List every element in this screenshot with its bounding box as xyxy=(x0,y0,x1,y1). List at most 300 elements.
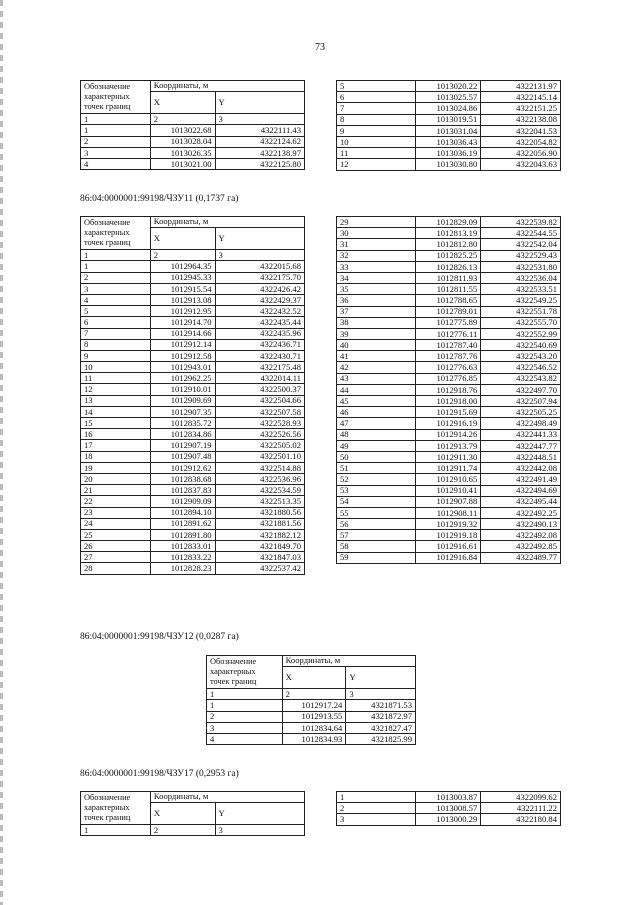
y-coordinate: 4322501.10 xyxy=(215,451,304,462)
table-row xyxy=(81,294,305,305)
designation-header-line: характерных xyxy=(210,667,256,676)
table-row xyxy=(337,148,561,159)
column-number: 1 xyxy=(81,114,151,125)
y-coordinate: 4322492.08 xyxy=(481,530,561,541)
point-number: 55 xyxy=(337,507,416,518)
x-coordinate: 1013022.68 xyxy=(150,125,215,136)
point-number: 35 xyxy=(337,284,416,295)
y-coordinate: 4322447.77 xyxy=(481,440,561,451)
x-coordinate: 1012945.33 xyxy=(150,272,215,283)
point-number: 3 xyxy=(207,722,283,733)
point-number: 6 xyxy=(337,92,416,103)
point-number: 2 xyxy=(81,272,151,283)
point-number: 13 xyxy=(81,395,151,406)
x-coordinate: 1012914.26 xyxy=(416,429,481,440)
y-coordinate: 4322549.25 xyxy=(481,295,561,306)
y-coordinate: 4322507.94 xyxy=(481,396,561,407)
x-coordinate: 1012825.25 xyxy=(416,250,481,261)
x-coordinate: 1012775.89 xyxy=(416,317,481,328)
y-coordinate: 4322099.62 xyxy=(481,792,561,803)
y-coordinate: 4322544.55 xyxy=(481,228,561,239)
column-number: 1 xyxy=(81,825,151,836)
column-number: 2 xyxy=(150,250,215,261)
designation-header-line: характерных xyxy=(84,228,130,237)
y-coordinate: 4322145.14 xyxy=(481,92,561,103)
table-row xyxy=(337,306,561,317)
y-coordinate: 4322138.08 xyxy=(481,114,561,125)
x-coordinate: 1012894.10 xyxy=(150,507,215,518)
point-number: 53 xyxy=(337,485,416,496)
point-number: 56 xyxy=(337,519,416,530)
y-coordinate: 4321881.56 xyxy=(215,518,304,529)
x-coordinate: 1012910.65 xyxy=(416,474,481,485)
x-coordinate: 1012918.76 xyxy=(416,384,481,395)
x-coordinate: 1012918.00 xyxy=(416,396,481,407)
coordinates-table xyxy=(206,655,416,745)
table-row xyxy=(337,418,561,429)
y-coordinate: 4322426.42 xyxy=(215,283,304,294)
table-row xyxy=(81,158,305,169)
x-coordinate: 1012913.55 xyxy=(282,711,346,722)
coordinates-header: Координаты, м xyxy=(150,81,304,92)
point-number: 1 xyxy=(81,261,151,272)
table-row xyxy=(81,451,305,462)
y-coordinate: 4322180.84 xyxy=(481,814,561,825)
table-row xyxy=(81,384,305,395)
point-number: 43 xyxy=(337,373,416,384)
point-number: 5 xyxy=(81,306,151,317)
table-row xyxy=(207,733,416,744)
table-row xyxy=(81,406,305,417)
y-coordinate: 4322175.70 xyxy=(215,272,304,283)
y-header: Y xyxy=(215,228,304,250)
x-coordinate: 1012835.72 xyxy=(150,418,215,429)
y-coordinate: 4322015.68 xyxy=(215,261,304,272)
x-coordinate: 1012891.62 xyxy=(150,518,215,529)
scan-edge xyxy=(0,0,3,905)
table-row xyxy=(337,284,561,295)
table-row xyxy=(337,328,561,339)
point-number: 42 xyxy=(337,362,416,373)
y-coordinate: 4322536.96 xyxy=(215,473,304,484)
x-coordinate: 1012912.58 xyxy=(150,350,215,361)
x-coordinate: 1013021.00 xyxy=(150,158,215,169)
table-row xyxy=(81,306,305,317)
table-row xyxy=(81,440,305,451)
designation-header-line: Обозначение xyxy=(84,793,131,802)
y-coordinate: 4322514.88 xyxy=(215,462,304,473)
column-number: 1 xyxy=(207,689,283,700)
table-row xyxy=(81,418,305,429)
table-row xyxy=(337,272,561,283)
x-coordinate: 1012909.09 xyxy=(150,496,215,507)
y-coordinate: 4322490.13 xyxy=(481,519,561,530)
x-coordinate: 1012917.24 xyxy=(282,700,346,711)
x-coordinate: 1012787.76 xyxy=(416,351,481,362)
y-coordinate: 4322498.49 xyxy=(481,418,561,429)
point-number: 11 xyxy=(81,373,151,384)
y-coordinate: 4322526.56 xyxy=(215,429,304,440)
x-coordinate: 1012811.55 xyxy=(416,284,481,295)
point-number: 54 xyxy=(337,496,416,507)
designation-header-line: точек границ xyxy=(84,238,131,247)
coordinates-table xyxy=(80,216,305,575)
table-row xyxy=(337,440,561,451)
y-coordinate: 4322432.52 xyxy=(215,306,304,317)
table-row xyxy=(337,351,561,362)
y-coordinate: 4322505.25 xyxy=(481,407,561,418)
x-coordinate: 1012916.61 xyxy=(416,541,481,552)
y-coordinate: 4322536.04 xyxy=(481,272,561,283)
column-number-row xyxy=(81,114,305,125)
x-coordinate: 1012907.19 xyxy=(150,440,215,451)
table-row xyxy=(337,217,561,228)
designation-header-line: точек границ xyxy=(84,102,131,111)
point-number: 15 xyxy=(81,418,151,429)
point-number: 46 xyxy=(337,407,416,418)
point-number: 50 xyxy=(337,451,416,462)
y-coordinate: 4322056.90 xyxy=(481,148,561,159)
x-coordinate: 1012788.65 xyxy=(416,295,481,306)
x-coordinate: 1012916.84 xyxy=(416,552,481,563)
point-number: 4 xyxy=(207,733,283,744)
x-coordinate: 1012915.54 xyxy=(150,283,215,294)
y-coordinate: 4322448.51 xyxy=(481,451,561,462)
y-coordinate: 4322492.25 xyxy=(481,507,561,518)
table-row xyxy=(337,250,561,261)
table-row xyxy=(81,552,305,563)
y-coordinate: 4322534.59 xyxy=(215,485,304,496)
point-number: 39 xyxy=(337,328,416,339)
y-coordinate: 4322528.93 xyxy=(215,418,304,429)
point-number: 23 xyxy=(81,507,151,518)
table-row xyxy=(81,373,305,384)
coordinates-table-continued xyxy=(336,216,561,564)
coordinates-table-continued xyxy=(336,80,561,171)
table-row xyxy=(337,496,561,507)
x-coordinate: 1013036.19 xyxy=(416,148,481,159)
point-number: 11 xyxy=(337,148,416,159)
x-coordinate: 1012891.80 xyxy=(150,529,215,540)
column-number: 3 xyxy=(215,825,305,836)
x-coordinate: 1012833.01 xyxy=(150,541,215,552)
x-coordinate: 1012789.01 xyxy=(416,306,481,317)
x-coordinate: 1012826.13 xyxy=(416,261,481,272)
table-row xyxy=(81,507,305,518)
table-row xyxy=(81,272,305,283)
designation-header xyxy=(207,656,283,689)
point-number: 17 xyxy=(81,440,151,451)
y-coordinate: 4322435.96 xyxy=(215,328,304,339)
y-coordinate: 4321825.99 xyxy=(346,733,416,744)
y-coordinate: 4321882.12 xyxy=(215,529,304,540)
point-number: 4 xyxy=(81,158,151,169)
point-number: 34 xyxy=(337,272,416,283)
coordinates-header: Координаты, м xyxy=(282,656,415,667)
table-row xyxy=(337,814,561,825)
point-number: 14 xyxy=(81,406,151,417)
point-number: 28 xyxy=(81,563,151,574)
point-number: 52 xyxy=(337,474,416,485)
point-number: 59 xyxy=(337,552,416,563)
table-row xyxy=(337,103,561,114)
x-coordinate: 1012837.83 xyxy=(150,485,215,496)
table-row xyxy=(81,518,305,529)
point-number: 2 xyxy=(81,136,151,147)
y-coordinate: 4322124.62 xyxy=(215,136,304,147)
x-coordinate: 1012813.19 xyxy=(416,228,481,239)
point-number: 6 xyxy=(81,317,151,328)
plot-caption: 86:04:0000001:99198/ЧЗУ17 (0,2953 га) xyxy=(80,769,239,779)
y-coordinate: 4322491.49 xyxy=(481,474,561,485)
y-coordinate: 4322504.66 xyxy=(215,395,304,406)
x-coordinate: 1012907.48 xyxy=(150,451,215,462)
point-number: 36 xyxy=(337,295,416,306)
point-number: 20 xyxy=(81,473,151,484)
x-coordinate: 1013025.57 xyxy=(416,92,481,103)
y-coordinate: 4322014.11 xyxy=(215,373,304,384)
table-row xyxy=(81,350,305,361)
point-number: 9 xyxy=(337,125,416,136)
x-coordinate: 1012962.25 xyxy=(150,373,215,384)
point-number: 8 xyxy=(81,339,151,350)
table-row xyxy=(81,328,305,339)
y-coordinate: 4322492.85 xyxy=(481,541,561,552)
x-coordinate: 1012912.14 xyxy=(150,339,215,350)
designation-header xyxy=(81,217,151,250)
designation-header-line: Обозначение xyxy=(84,82,131,91)
table-row xyxy=(81,147,305,158)
designation-header xyxy=(81,792,151,825)
table-row xyxy=(81,529,305,540)
x-coordinate: 1012943.01 xyxy=(150,362,215,373)
y-coordinate: 4322546.52 xyxy=(481,362,561,373)
x-coordinate: 1012912.95 xyxy=(150,306,215,317)
point-number: 8 xyxy=(337,114,416,125)
x-coordinate: 1012910.41 xyxy=(416,485,481,496)
y-coordinate: 4321849.70 xyxy=(215,541,304,552)
x-coordinate: 1012914.70 xyxy=(150,317,215,328)
x-header: X xyxy=(150,803,215,825)
designation-header-line: Обозначение xyxy=(210,657,257,666)
column-number-row xyxy=(81,825,305,836)
table-row xyxy=(337,261,561,272)
coordinates-table xyxy=(80,80,305,170)
y-coordinate: 4322540.69 xyxy=(481,340,561,351)
x-coordinate: 1013020.22 xyxy=(416,81,481,92)
x-header: X xyxy=(150,92,215,114)
table-row xyxy=(337,541,561,552)
y-coordinate: 4322125.80 xyxy=(215,158,304,169)
table-row xyxy=(81,496,305,507)
table-row xyxy=(337,295,561,306)
table-row xyxy=(81,541,305,552)
point-number: 18 xyxy=(81,451,151,462)
table-row xyxy=(337,317,561,328)
plot-caption: 86:04:0000001:99198/ЧЗУ12 (0,0287 га) xyxy=(80,632,239,642)
y-coordinate: 4322041.53 xyxy=(481,125,561,136)
point-number: 19 xyxy=(81,462,151,473)
x-coordinate: 1012912.62 xyxy=(150,462,215,473)
table-row xyxy=(207,700,416,711)
x-coordinate: 1012828.23 xyxy=(150,563,215,574)
y-coordinate: 4322054.82 xyxy=(481,136,561,147)
designation-header xyxy=(81,81,151,114)
table-row xyxy=(337,519,561,530)
x-coordinate: 1012916.19 xyxy=(416,418,481,429)
table-row xyxy=(337,362,561,373)
y-coordinate: 4321847.03 xyxy=(215,552,304,563)
point-number: 10 xyxy=(337,136,416,147)
point-number: 33 xyxy=(337,261,416,272)
y-coordinate: 4322500.37 xyxy=(215,384,304,395)
x-coordinate: 1012911.74 xyxy=(416,463,481,474)
x-header: X xyxy=(282,667,346,689)
point-number: 12 xyxy=(81,384,151,395)
y-coordinate: 4322131.97 xyxy=(481,81,561,92)
y-coordinate: 4322533.51 xyxy=(481,284,561,295)
table-row xyxy=(337,239,561,250)
y-coordinate: 4322543.20 xyxy=(481,351,561,362)
x-coordinate: 1013026.35 xyxy=(150,147,215,158)
y-coordinate: 4322542.04 xyxy=(481,239,561,250)
point-number: 5 xyxy=(337,81,416,92)
table-row xyxy=(81,362,305,373)
x-coordinate: 1012910.01 xyxy=(150,384,215,395)
table-row xyxy=(337,340,561,351)
table-row xyxy=(337,792,561,803)
y-coordinate: 4322507.58 xyxy=(215,406,304,417)
table-row xyxy=(337,125,561,136)
x-coordinate: 1012914.66 xyxy=(150,328,215,339)
x-coordinate: 1012907.35 xyxy=(150,406,215,417)
y-coordinate: 4322552.99 xyxy=(481,328,561,339)
y-header: Y xyxy=(346,667,416,689)
x-coordinate: 1013030.80 xyxy=(416,159,481,170)
table-row xyxy=(337,507,561,518)
point-number: 3 xyxy=(337,814,416,825)
y-coordinate: 4321827.47 xyxy=(346,722,416,733)
x-coordinate: 1013003.87 xyxy=(416,792,481,803)
table-row xyxy=(81,462,305,473)
y-coordinate: 4322543.82 xyxy=(481,373,561,384)
point-number: 40 xyxy=(337,340,416,351)
table-row xyxy=(337,803,561,814)
point-number: 26 xyxy=(81,541,151,552)
table-row xyxy=(337,228,561,239)
table-row xyxy=(81,125,305,136)
column-number: 3 xyxy=(215,250,304,261)
x-coordinate: 1012812.80 xyxy=(416,239,481,250)
y-coordinate: 4322111.22 xyxy=(481,803,561,814)
x-coordinate: 1012919.18 xyxy=(416,530,481,541)
y-coordinate: 4322537.42 xyxy=(215,563,304,574)
point-number: 3 xyxy=(81,147,151,158)
y-coordinate: 4322435.44 xyxy=(215,317,304,328)
x-coordinate: 1012911.30 xyxy=(416,451,481,462)
table-row xyxy=(207,722,416,733)
point-number: 9 xyxy=(81,350,151,361)
table-row xyxy=(337,373,561,384)
table-row xyxy=(81,563,305,574)
x-coordinate: 1012834.93 xyxy=(282,733,346,744)
x-coordinate: 1012787.40 xyxy=(416,340,481,351)
y-coordinate: 4322436.71 xyxy=(215,339,304,350)
header-row xyxy=(81,792,305,803)
y-coordinate: 4322429.37 xyxy=(215,294,304,305)
designation-header-line: характерных xyxy=(84,92,130,101)
y-coordinate: 4321871.53 xyxy=(346,700,416,711)
designation-header-line: точек границ xyxy=(210,677,257,686)
point-number: 16 xyxy=(81,429,151,440)
table-row xyxy=(81,395,305,406)
coordinates-header: Координаты, м xyxy=(150,217,304,228)
x-coordinate: 1012919.32 xyxy=(416,519,481,530)
designation-header-line: точек границ xyxy=(84,813,131,822)
point-number: 4 xyxy=(81,294,151,305)
y-coordinate: 4321880.56 xyxy=(215,507,304,518)
point-number: 47 xyxy=(337,418,416,429)
column-number: 3 xyxy=(215,114,304,125)
point-number: 48 xyxy=(337,429,416,440)
column-number: 1 xyxy=(81,250,151,261)
point-number: 22 xyxy=(81,496,151,507)
table-row xyxy=(81,136,305,147)
point-number: 12 xyxy=(337,159,416,170)
table-row xyxy=(81,473,305,484)
x-coordinate: 1012776.11 xyxy=(416,328,481,339)
x-coordinate: 1012829.09 xyxy=(416,217,481,228)
point-number: 1 xyxy=(207,700,283,711)
point-number: 32 xyxy=(337,250,416,261)
y-coordinate: 4322531.80 xyxy=(481,261,561,272)
y-coordinate: 4322494.69 xyxy=(481,485,561,496)
table-row xyxy=(81,317,305,328)
y-coordinate: 4322151.25 xyxy=(481,103,561,114)
point-number: 7 xyxy=(81,328,151,339)
table-row xyxy=(337,114,561,125)
y-coordinate: 4322430.71 xyxy=(215,350,304,361)
point-number: 1 xyxy=(337,792,416,803)
column-number-row xyxy=(81,250,305,261)
point-number: 29 xyxy=(337,217,416,228)
point-number: 10 xyxy=(81,362,151,373)
x-coordinate: 1012811.93 xyxy=(416,272,481,283)
y-coordinate: 4321872.97 xyxy=(346,711,416,722)
x-coordinate: 1012909.69 xyxy=(150,395,215,406)
table-row xyxy=(337,159,561,170)
y-coordinate: 4322505.02 xyxy=(215,440,304,451)
point-number: 31 xyxy=(337,239,416,250)
y-coordinate: 4322495.44 xyxy=(481,496,561,507)
table-row xyxy=(337,92,561,103)
table-row xyxy=(337,485,561,496)
column-number: 2 xyxy=(150,825,215,836)
point-number: 49 xyxy=(337,440,416,451)
table-row xyxy=(81,283,305,294)
column-number: 2 xyxy=(150,114,215,125)
y-coordinate: 4322111.43 xyxy=(215,125,304,136)
point-number: 38 xyxy=(337,317,416,328)
table-row xyxy=(337,451,561,462)
point-number: 25 xyxy=(81,529,151,540)
y-coordinate: 4322497.70 xyxy=(481,384,561,395)
designation-header-line: Обозначение xyxy=(84,218,131,227)
column-number-row xyxy=(207,689,416,700)
point-number: 51 xyxy=(337,463,416,474)
point-number: 27 xyxy=(81,552,151,563)
x-coordinate: 1013008.57 xyxy=(416,803,481,814)
